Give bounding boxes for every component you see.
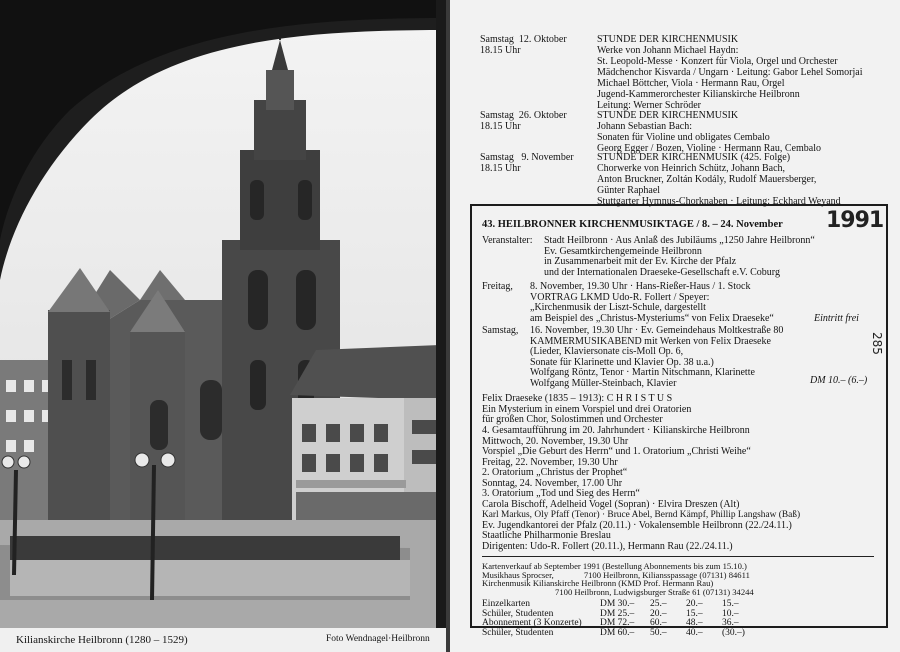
freitag-line: VORTRAG LKMD Udo-R. Follert / Speyer: (530, 291, 710, 303)
christus-line: 4. Gesamtaufführung im 20. Jahrhundert · Kilianskirche Heilbronn (482, 425, 750, 436)
price-cell: 50.– (650, 627, 667, 638)
christus-line: Ev. Jugendkantorei der Pfalz (20.11.) · Vokalensemble Heilbronn (22./24.11.) (482, 519, 792, 531)
price-cell: 25.– (650, 599, 667, 609)
christus-line: Karl Markus, Oly Pfaff (Tenor) · Bruce Abel, Bernd Kämpf, Phillip Langshaw (Baß) (482, 510, 801, 520)
handwritten-year: 1991 (826, 208, 884, 233)
samstag-line: Wolfgang Röntz, Tenor · Martin Nitschmann, Klarinette (530, 367, 755, 379)
event-line: Georg Egger / Bozen, Violine · Hermann Rau, Cembalo (597, 143, 821, 154)
photo-caption: Kilianskirche Heilbronn (1280 – 1529) (16, 634, 188, 646)
price-row (482, 629, 751, 639)
christus-line: Mittwoch, 20. November, 19.30 Uhr (482, 435, 629, 447)
event-line: Stuttgarter Hymnus-Chorknaben · Leitung: Eckhard Weyand (597, 196, 841, 207)
event-line: Günter Raphael (597, 185, 661, 196)
event-line: St. Leopold-Messe · Konzert für Viola, Orgel und Orchester (597, 56, 838, 67)
event-date: Samstag 26. Oktober 18.15 Uhr (480, 110, 567, 132)
event-line: Michael Böttcher, Viola · Hermann Rau, Orgel (597, 78, 785, 89)
veranstalter-line: Ev. Gesamtkirchengemeinde Heilbronn (544, 245, 702, 257)
christus-line: Carola Bischoff, Adelheid Vogel (Sopran) · Elvira Dreszen (Alt) (482, 498, 740, 510)
event-line: Anton Bruckner, Zoltán Kodály, Rudolf Mauersberger, (597, 174, 817, 185)
price-cell: 15.– (686, 608, 703, 619)
event-line: STUNDE DER KIRCHENMUSIK (597, 110, 739, 121)
samstag-price: DM 10.– (6.–) (810, 375, 868, 386)
christus-line: 3. Oratorium „Tod und Sieg des Herrn“ (482, 488, 640, 499)
veranstalter-line: und der Internationalen Draeseke-Gesellschaft e.V. Coburg (544, 266, 780, 278)
event-line: Leitung: Werner Schröder (597, 100, 701, 111)
price-cell: 36.– (722, 618, 739, 628)
church-photo (0, 0, 446, 628)
event-details (597, 34, 862, 111)
price-cell: DM 72.– (600, 618, 635, 628)
price-cell: (30.–) (722, 627, 745, 638)
event-date: Samstag 12. Oktober 18.15 Uhr (480, 34, 567, 56)
event-date: Samstag 9. November 18.15 Uhr (480, 152, 574, 174)
event-line: Sonaten für Violine und obligates Cembalo (597, 132, 770, 143)
christus-line: Freitag, 22. November, 19.30 Uhr (482, 456, 618, 468)
handwritten-page-number: 285 (870, 332, 884, 355)
christus-line: Felix Draeseke (1835 – 1913): C H R I S T U S (482, 393, 673, 404)
samstag-line: Wolfgang Müller-Steinbach, Klavier (530, 378, 677, 389)
price-cell: 60.– (650, 618, 667, 628)
section-divider (482, 556, 874, 557)
veranstalter-line: Stadt Heilbronn · Aus Anlaß des Jubiläums „1250 Jahre Heilbronn“ (544, 235, 815, 246)
christus-line: Sonntag, 24. November, 17.00 Uhr (482, 477, 623, 489)
samstag-label: Samstag, (482, 325, 519, 336)
christus-line: 2. Oratorium „Christus der Prophet“ (482, 467, 628, 478)
event-details (597, 110, 821, 154)
ticket-line: Musikhaus Sprocser, 7100 Heilbronn, Kiliansspassage (07131) 84611 (482, 569, 750, 580)
event-details (597, 152, 841, 207)
price-cell: Schüler, Studenten (482, 627, 554, 638)
price-cell: Einzelkarten (482, 599, 531, 609)
samstag-line: KAMMERMUSIKABEND mit Werken von Felix Draeseke (530, 335, 771, 347)
freitag-line: „Kirchenmusik der Liszt-Schule, dargestellt (530, 302, 706, 314)
christus-line: Staatliche Philharmonie Breslau (482, 530, 611, 541)
freitag-line: am Beispiel des „Christus-Mysteriums“ von Felix Draeseke“ (530, 312, 774, 324)
freitag-line: 8. November, 19.30 Uhr · Hans-Rießer-Haus / 1. Stock (530, 281, 751, 292)
event-line: STUNDE DER KIRCHENMUSIK (425. Folge) (597, 152, 791, 163)
ticket-line: Kartenverkauf ab September 1991 (Bestellung Abonnements bis zum 15.10.) (482, 561, 747, 571)
ticket-line: 7100 Heilbronn, Ludwigsburger Straße 61 (07131) 34244 (482, 586, 754, 597)
veranstalter-label: Veranstalter: (482, 235, 533, 246)
samstag-line: 16. November, 19.30 Uhr · Ev. Gemeindehaus Moltkestraße 80 (530, 325, 784, 336)
christus-line: für großen Chor, Solostimmen und Orchester (482, 414, 663, 425)
price-table (482, 600, 751, 638)
event-line: STUNDE DER KIRCHENMUSIK (597, 34, 739, 45)
christus-line: Vorspiel „Die Geburt des Herrn“ und 1. Oratorium „Christi Weihe“ (482, 446, 751, 457)
christus-line: Ein Mysterium in einem Vorspiel und drei Oratorien (482, 404, 692, 415)
event-line: Mädchenchor Kisvarda / Ungarn · Leitung: Gabor Lehel Somorjai (597, 67, 863, 78)
price-cell: 10.– (722, 608, 739, 619)
photo-credit: Foto Wendnagel·Heilbronn (326, 634, 430, 644)
event-line: Jugend-Kammerorchester Kilianskirche Heilbronn (597, 89, 800, 100)
event-line: Chorwerke von Heinrich Schütz, Johann Bach, (597, 163, 786, 174)
ticket-line: Kirchenmusik Kilianskirche Heilbronn (KMD Prof. Hermann Rau) (482, 578, 714, 588)
price-cell: 20.– (686, 599, 703, 609)
festival-heading: 43. HEILBRONNER KIRCHENMUSIKTAGE / 8. – 24. November (482, 219, 783, 230)
samstag-line: Sonate für Klarinette und Klavier Op. 38 u.a.) (530, 356, 714, 368)
christus-line: Dirigenten: Udo-R. Follert (20.11.), Hermann Rau (22./24.11.) (482, 540, 733, 552)
price-cell: 20.– (650, 608, 667, 619)
price-cell: DM 30.– (600, 599, 635, 609)
veranstalter-line: in Zusammenarbeit mit der Ev. Kirche der Pfalz (544, 256, 737, 268)
freitag-label: Freitag, (482, 281, 513, 292)
event-line: Werke von Johann Michael Haydn: (597, 45, 739, 56)
price-cell: 15.– (722, 599, 739, 609)
price-cell: 48.– (686, 618, 703, 628)
left-page (0, 0, 446, 652)
samstag-line: (Lieder, Klaviersonate cis-Moll Op. 6, (530, 346, 684, 358)
price-cell: DM 25.– (600, 608, 635, 619)
event-line: Johann Sebastian Bach: (597, 121, 692, 132)
price-cell: Schüler, Studenten (482, 608, 554, 619)
price-cell: Abonnement (3 Konzerte) (482, 618, 582, 628)
price-cell: DM 60.– (600, 627, 635, 638)
freitag-note: Eintritt frei (814, 312, 859, 324)
price-cell: 40.– (686, 627, 703, 638)
festival-box (470, 204, 888, 638)
